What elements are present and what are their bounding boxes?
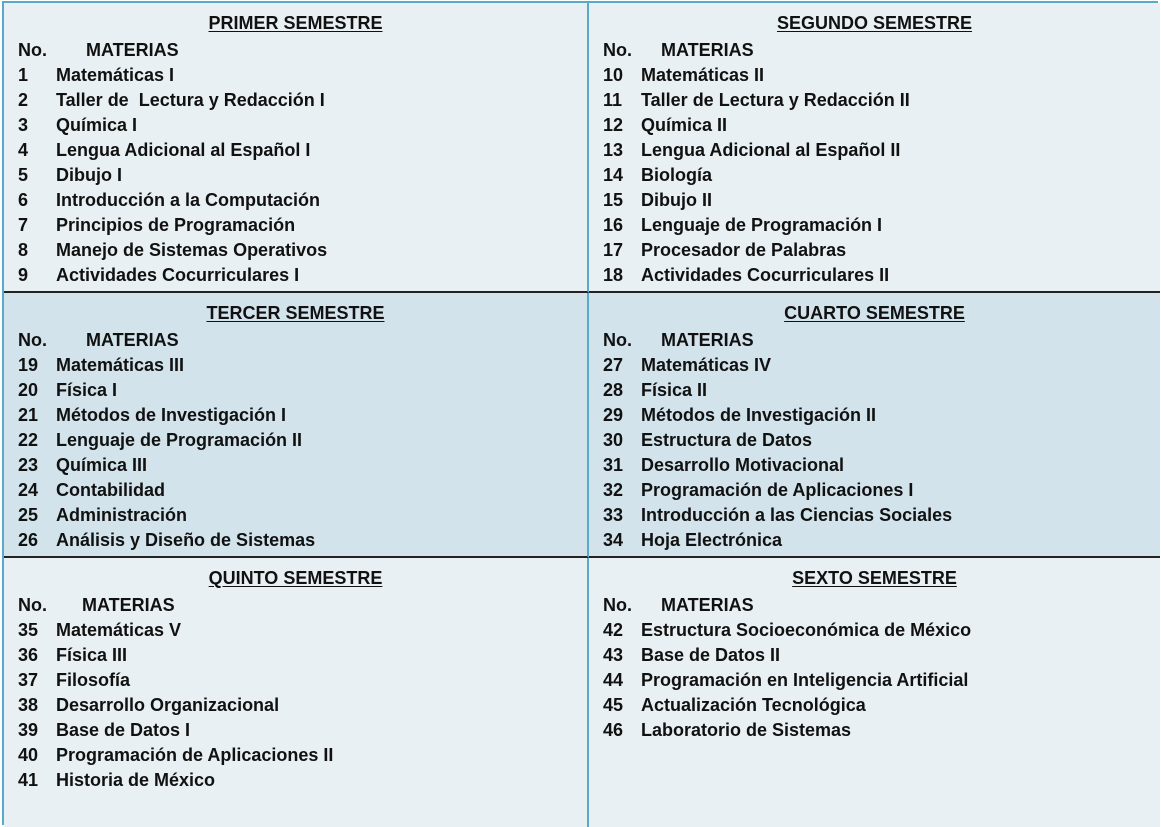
subject-number: 17 — [603, 240, 624, 260]
subject-name: Biología — [641, 165, 712, 185]
subject-name: Base de Datos II — [641, 645, 781, 665]
column-header — [18, 38, 587, 63]
semester-title: CUARTO SEMESTRE — [784, 303, 965, 323]
column-header-materias: MATERIAS — [661, 330, 754, 350]
subject-number: 19 — [18, 355, 39, 375]
subject-number: 31 — [603, 455, 624, 475]
subject-number: 38 — [18, 695, 39, 715]
subject-number: 35 — [18, 620, 39, 640]
subject-name: Introducción a la Computación — [56, 190, 321, 210]
subject-number: 21 — [18, 405, 39, 425]
column-header-materias: MATERIAS — [82, 595, 175, 615]
subject-name: Estructura Socioeconómica de México — [641, 620, 972, 640]
subject-number: 10 — [603, 65, 624, 85]
subject-name: Matemáticas III — [56, 355, 185, 375]
subject-name: Matemáticas V — [56, 620, 182, 640]
subject-number: 18 — [603, 265, 624, 285]
subject-number: 26 — [18, 530, 39, 550]
subject-row — [603, 428, 1160, 453]
semester-cell-1 — [4, 3, 589, 293]
semester-title: SEXTO SEMESTRE — [792, 568, 957, 588]
subject-row — [18, 138, 587, 163]
subject-name: Actividades Cocurriculares I — [56, 265, 300, 285]
subject-name: Programación en Inteligencia Artificial — [641, 670, 969, 690]
subject-number: 3 — [18, 115, 29, 135]
subject-row — [603, 693, 1160, 718]
subject-name: Historia de México — [56, 770, 216, 790]
column-header — [603, 593, 1160, 618]
subject-number: 4 — [18, 140, 29, 160]
semester-cell-3 — [4, 293, 589, 558]
column-header-materias: MATERIAS — [661, 595, 754, 615]
subject-list — [603, 328, 1160, 553]
column-header — [18, 328, 587, 353]
subject-row — [18, 428, 587, 453]
semester-cell-5 — [4, 558, 589, 827]
subject-row — [603, 668, 1160, 693]
subject-row — [603, 453, 1160, 478]
subject-number: 33 — [603, 505, 624, 525]
subject-name: Taller de Lectura y Redacción I — [56, 90, 325, 110]
semester-title: SEGUNDO SEMESTRE — [776, 13, 973, 33]
subject-name: Actividades Cocurriculares II — [641, 265, 890, 285]
column-header-no: No. — [18, 595, 47, 615]
subject-row — [603, 88, 1160, 113]
subject-name: Matemáticas I — [56, 65, 175, 85]
subject-row — [18, 478, 587, 503]
subject-number: 14 — [603, 165, 624, 185]
column-header-no: No. — [603, 595, 632, 615]
subject-name: Administración — [56, 505, 188, 525]
subject-name: Lengua Adicional al Español II — [641, 140, 901, 160]
semester-cell-6 — [589, 558, 1160, 827]
semester-title: QUINTO SEMESTRE — [208, 568, 383, 588]
subject-number: 27 — [603, 355, 624, 375]
subject-name: Física II — [641, 380, 708, 400]
subject-name: Dibujo I — [56, 165, 122, 185]
column-header-no: No. — [603, 330, 632, 350]
subject-row — [603, 503, 1160, 528]
subject-row — [18, 378, 587, 403]
subject-name: Contabilidad — [56, 480, 165, 500]
subject-row — [603, 378, 1160, 403]
subject-number: 42 — [603, 620, 624, 640]
column-header-no: No. — [603, 40, 632, 60]
subject-name: Taller de Lectura y Redacción II — [641, 90, 910, 110]
subject-name: Programación de Aplicaciones I — [641, 480, 914, 500]
subject-number: 24 — [18, 480, 39, 500]
subject-row — [603, 478, 1160, 503]
subject-row — [603, 718, 1160, 743]
subject-row — [603, 138, 1160, 163]
subject-number: 8 — [18, 240, 29, 260]
subject-number: 29 — [603, 405, 624, 425]
subject-number: 36 — [18, 645, 39, 665]
subject-name: Actualización Tecnológica — [641, 695, 866, 715]
subject-name: Base de Datos I — [56, 720, 191, 740]
subject-name: Química I — [56, 115, 138, 135]
subject-row — [18, 503, 587, 528]
subject-name: Química III — [56, 455, 148, 475]
subject-name: Estructura de Datos — [641, 430, 813, 450]
subject-number: 22 — [18, 430, 39, 450]
subject-name: Lenguaje de Programación II — [56, 430, 303, 450]
column-header-materias: MATERIAS — [86, 330, 179, 350]
subject-list — [18, 593, 587, 793]
subject-number: 37 — [18, 670, 39, 690]
subject-number: 28 — [603, 380, 624, 400]
column-header — [18, 593, 587, 618]
subject-name: Física I — [56, 380, 118, 400]
subject-list — [603, 593, 1160, 743]
column-header — [603, 328, 1160, 353]
subject-row — [18, 238, 587, 263]
subject-row — [603, 263, 1160, 288]
subject-name: Introducción a las Ciencias Sociales — [641, 505, 953, 525]
subject-number: 41 — [18, 770, 39, 790]
subject-number: 32 — [603, 480, 624, 500]
subject-number: 39 — [18, 720, 39, 740]
subject-list — [18, 38, 587, 288]
subject-row — [603, 113, 1160, 138]
subject-number: 30 — [603, 430, 624, 450]
subject-number: 9 — [18, 265, 29, 285]
subject-number: 23 — [18, 455, 39, 475]
subject-name: Filosofía — [56, 670, 131, 690]
subject-number: 40 — [18, 745, 39, 765]
subject-row — [18, 668, 587, 693]
subject-row — [18, 213, 587, 238]
subject-row — [18, 113, 587, 138]
subject-number: 25 — [18, 505, 39, 525]
subject-row — [603, 188, 1160, 213]
subject-number: 43 — [603, 645, 624, 665]
subject-row — [18, 693, 587, 718]
column-header-no: No. — [18, 330, 47, 350]
subject-row — [18, 88, 587, 113]
subject-row — [18, 188, 587, 213]
subject-number: 6 — [18, 190, 29, 210]
semester-title: PRIMER SEMESTRE — [208, 13, 383, 33]
column-header-materias: MATERIAS — [661, 40, 754, 60]
column-header-materias: MATERIAS — [86, 40, 179, 60]
subject-name: Desarrollo Motivacional — [641, 455, 845, 475]
subject-list — [603, 38, 1160, 288]
subject-number: 11 — [603, 90, 623, 110]
subject-row — [18, 163, 587, 188]
subject-number: 44 — [603, 670, 624, 690]
subject-name: Matemáticas IV — [641, 355, 772, 375]
subject-row — [603, 163, 1160, 188]
subject-row — [18, 768, 587, 793]
subject-number: 1 — [18, 65, 29, 85]
subject-number: 12 — [603, 115, 624, 135]
subject-name: Química II — [641, 115, 728, 135]
subject-row — [603, 63, 1160, 88]
subject-row — [18, 528, 587, 553]
subject-name: Hoja Electrónica — [641, 530, 783, 550]
subject-number: 34 — [603, 530, 624, 550]
subject-name: Dibujo II — [641, 190, 712, 210]
subject-name: Análisis y Diseño de Sistemas — [56, 530, 316, 550]
subject-row — [18, 743, 587, 768]
subject-name: Lenguaje de Programación I — [641, 215, 883, 235]
subject-row — [603, 528, 1160, 553]
subject-name: Métodos de Investigación II — [641, 405, 877, 425]
subject-name: Laboratorio de Sistemas — [641, 720, 852, 740]
subject-name: Programación de Aplicaciones II — [56, 745, 334, 765]
subject-number: 15 — [603, 190, 624, 210]
subject-row — [18, 263, 587, 288]
subject-name: Métodos de Investigación I — [56, 405, 287, 425]
subject-name: Lengua Adicional al Español I — [56, 140, 311, 160]
subject-row — [18, 618, 587, 643]
subject-name: Matemáticas II — [641, 65, 765, 85]
subject-row — [603, 403, 1160, 428]
subject-number: 20 — [18, 380, 39, 400]
subject-row — [18, 453, 587, 478]
subject-row — [603, 353, 1160, 378]
subject-row — [18, 643, 587, 668]
subject-name: Desarrollo Organizacional — [56, 695, 280, 715]
column-header — [603, 38, 1160, 63]
curriculum-table — [2, 1, 1158, 825]
subject-row — [18, 353, 587, 378]
subject-number: 5 — [18, 165, 29, 185]
subject-number: 7 — [18, 215, 29, 235]
subject-row — [603, 238, 1160, 263]
subject-row — [603, 643, 1160, 668]
subject-row — [18, 63, 587, 88]
semester-cell-2 — [589, 3, 1160, 293]
subject-name: Manejo de Sistemas Operativos — [56, 240, 328, 260]
subject-row — [603, 618, 1160, 643]
subject-name: Física III — [56, 645, 128, 665]
subject-number: 46 — [603, 720, 624, 740]
subject-number: 16 — [603, 215, 624, 235]
semester-title: TERCER SEMESTRE — [206, 303, 385, 323]
subject-name: Principios de Programación — [56, 215, 296, 235]
subject-row — [18, 403, 587, 428]
semester-cell-4 — [589, 293, 1160, 558]
subject-number: 13 — [603, 140, 624, 160]
subject-row — [18, 718, 587, 743]
subject-list — [18, 328, 587, 553]
column-header-no: No. — [18, 40, 47, 60]
subject-number: 2 — [18, 90, 29, 110]
subject-name: Procesador de Palabras — [641, 240, 847, 260]
subject-row — [603, 213, 1160, 238]
subject-number: 45 — [603, 695, 624, 715]
